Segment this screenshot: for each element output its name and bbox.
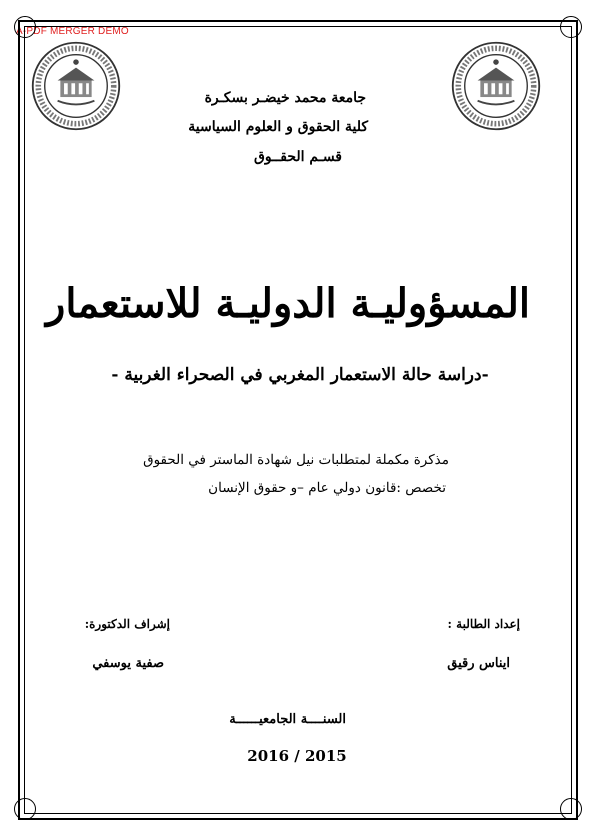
corner-ornament (14, 798, 36, 820)
academic-year-label: السنــــة الجامعيــــــة (229, 712, 346, 727)
department-name: قسـم الحقــوق (253, 149, 342, 165)
memo-description: مذكرة مكملة لمتطلبات نيل شهادة الماستر في الحقوق (143, 452, 449, 468)
student-name: ايناس رقيق (447, 656, 510, 671)
prepared-by-label: إعداد الطالبة : (447, 617, 520, 631)
thesis-title: المسؤوليـة الدوليـة للاستعمار (46, 280, 530, 327)
thesis-subtitle: -دراسة حالة الاستعمار المغربي في الصحراء الغربية - (111, 365, 489, 385)
supervisor-name: صفية يوسفي (92, 656, 164, 671)
university-seal-icon (30, 40, 122, 132)
academic-year: 2016 / 2015 (247, 747, 347, 765)
demo-watermark: A-PDF MERGER DEMO (16, 26, 129, 37)
memo-specialization: تخصص :قانون دولي عام –و حقوق الإنسان (208, 480, 446, 496)
corner-ornament (560, 798, 582, 820)
page-border-inner (24, 26, 572, 814)
university-seal-icon (450, 40, 542, 132)
faculty-name: كلية الحقوق و العلوم السياسية (188, 119, 368, 135)
corner-ornament (560, 16, 582, 38)
supervised-by-label: إشراف الدكتورة: (84, 617, 170, 631)
corner-ornament (14, 16, 36, 38)
university-name: جامعة محمد خيضـر بسكـرة (204, 90, 366, 106)
